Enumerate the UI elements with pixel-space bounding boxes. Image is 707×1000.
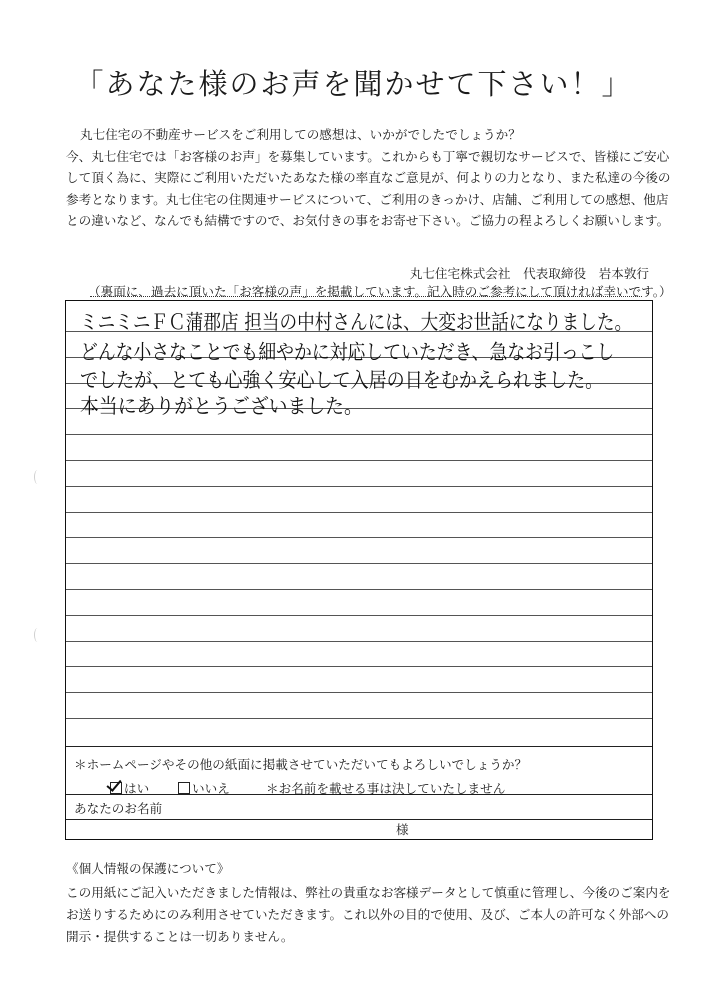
- intro-line: との違いなど、なんでも結構ですので、お気付きの事をお寄せ下さい。ご協力の程よろしくお願いします。: [66, 213, 670, 228]
- ruled-line: [66, 537, 652, 538]
- privacy-title: 《個人情報の保護について》: [66, 861, 230, 876]
- ruled-line: [66, 641, 652, 642]
- ruled-line: [66, 589, 652, 590]
- ruled-line: [66, 615, 652, 616]
- no-label: いいえ: [192, 781, 230, 796]
- intro-line: 丸七住宅の不動産サービスをご利用しての感想は、いかがでしたでしょうか？: [80, 127, 521, 142]
- consent-yes-option[interactable]: [110, 778, 149, 797]
- privacy-text: [66, 882, 676, 948]
- feedback-form: [65, 300, 653, 840]
- intro-line: 今、丸七住宅では「お客様のお声」を募集しています。これからも丁寧で親切なサービスで、皆様にご安心: [66, 148, 670, 164]
- ruled-line: [66, 718, 652, 719]
- intro-line: 参考となります。丸七住宅の住関連サービスについて、ご利用のきっかけ、店舗、ご利用しての感想、他店: [66, 191, 669, 207]
- name-label: あなたのお名前: [74, 801, 163, 816]
- ruled-line: [66, 666, 652, 667]
- consent-question: ＊ホームページやその他の紙面に掲載させていただいてもよろしいでしょうか？: [74, 757, 528, 772]
- privacy-line: この用紙にご記入いただきました情報は、弊社の貴重なお客様データとして慎重に管理し、今後のご案内を: [66, 885, 671, 900]
- note-underline: [90, 296, 642, 297]
- intro-line: して頂く為に、実際にご利用いただいたあなた様の率直なご意見が、何よりの力となり、また私達の今後の: [66, 170, 671, 185]
- no-checkbox[interactable]: [178, 782, 190, 794]
- punch-mark: [34, 628, 41, 642]
- handwritten-line: でしたが、とても心強く安心して入居の日をむかえられました。: [80, 368, 604, 392]
- back-note: （裏面に、過去に頂いた「お客様の声」を掲載しています。記入時のご参考にして頂ければ幸いです。）: [88, 284, 672, 299]
- privacy-line: お送りするためにのみ利用させていただきます。これ以外の目的で使用、及び、ご本人の許可なく外部への: [66, 907, 669, 922]
- handwritten-line: ミニミニＦＣ蒲郡店 担当の中村さんには、大変お世話になりました。: [80, 310, 633, 334]
- signature: 丸七住宅株式会社 代表取締役 岩本敦行: [409, 266, 649, 281]
- yes-label: はい: [124, 781, 150, 796]
- ruled-line: [66, 460, 652, 461]
- punch-mark: [34, 470, 41, 484]
- name-privacy-note: ＊お名前を載せる事は決していたしません: [266, 781, 506, 796]
- intro-text: [66, 124, 671, 232]
- ruled-line: [66, 692, 652, 693]
- privacy-line: 開示・提供することは一切ありません。: [66, 929, 294, 944]
- ruled-line: [66, 434, 652, 435]
- handwritten-line: どんな小さなことでも細やかに対応していただき、急なお引っこし: [80, 340, 615, 364]
- name-suffix: 様: [396, 822, 409, 837]
- section-divider: [66, 819, 652, 820]
- ruled-line: [66, 486, 652, 487]
- section-divider: [66, 746, 652, 747]
- ruled-line: [66, 512, 652, 513]
- page-title: 「あなた様のお声を聞かせて下さい！」: [74, 67, 633, 101]
- yes-checkbox[interactable]: [110, 782, 122, 794]
- ruled-line: [66, 563, 652, 564]
- handwritten-line: 本当にありがとうございました。: [80, 394, 363, 418]
- consent-no-option[interactable]: [178, 778, 230, 797]
